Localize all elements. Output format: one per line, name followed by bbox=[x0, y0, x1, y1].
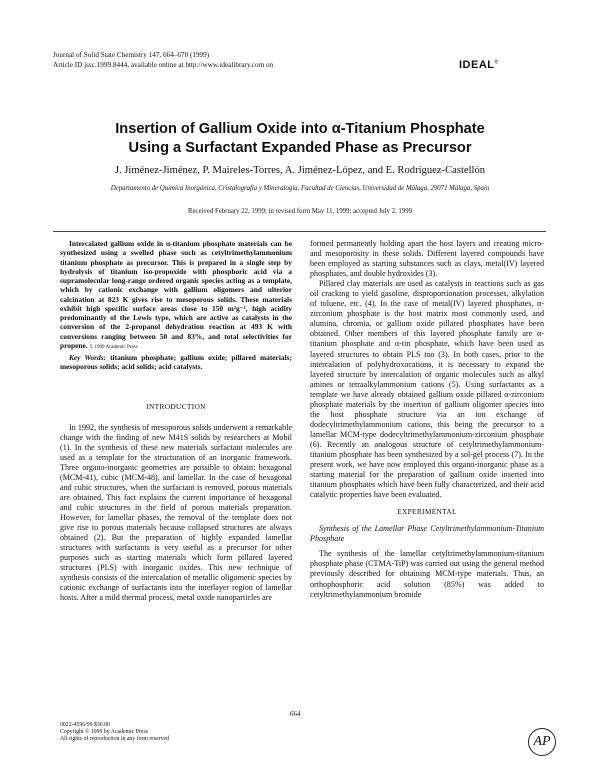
copyright-footer bbox=[60, 722, 169, 744]
author-list: J. Jiménez-Jiménez, P. Maireles-Torres, A. Jiménez-López, and E. Rodríguez-Castellón bbox=[114, 165, 486, 176]
journal-citation: Journal of Solid State Chemistry 147, 664–670 (1999) bbox=[53, 51, 210, 59]
page-number: 664 bbox=[290, 710, 301, 718]
keywords bbox=[60, 353, 292, 372]
title-line-2: Using a Surfactant Expanded Phase as Precursor bbox=[128, 140, 472, 156]
copyright-line: Copyright © 1999 by Academic Press bbox=[60, 729, 148, 736]
affiliation: Departamento de Química Inorgánica, Cristalografía y Mineralogía, Facultad de Ciencias, Universidad de Málaga, 29071 Málaga, Spain bbox=[110, 185, 490, 192]
article-id: Article ID jssc.1999.8444, available online at http://www.idealibrary.com on bbox=[53, 60, 274, 69]
intro-paragraph-1-continued: formed permanently holding apart the host layers and creating micro- and mesoporosity in these solids. Different layered compounds have been employed as starting substances such as clays, metal(IV) layered phosphates, and double hydroxides (3). bbox=[310, 239, 544, 279]
rights-line: All rights of reproduction in any form reserved bbox=[60, 736, 169, 743]
issn-price: 0022-4596/99 $30.00 bbox=[60, 722, 110, 728]
experimental-paragraph-1: The synthesis of the lamellar cetyltrimethylammonium-titanium phosphate phase (CTMA-TiP) was carried out using the general method previously described for obtaining MCM-type materials. Thus, an orthophosphoric acid solution (85%) was added to cetyltrimethylammonium bromide bbox=[310, 549, 544, 599]
keywords-label: Key Words: bbox=[69, 353, 107, 362]
synthesis-subheading: Synthesis of the Lamellar Phase Cetyltrimethylammonium-Titanium Phosphate bbox=[310, 524, 544, 544]
introduction-heading: INTRODUCTION bbox=[146, 401, 206, 411]
abstract bbox=[60, 239, 292, 352]
header-divider bbox=[53, 231, 546, 232]
title-line-1: Insertion of Gallium Oxide into α-Titanium Phosphate bbox=[115, 121, 485, 137]
ideal-logo-registered: ® bbox=[494, 59, 499, 66]
intro-paragraph-1: In 1992, the synthesis of mesoporous solids underwent a remarkable change with the finding of new M41S solids by researchers at Mobil (1). In the synthesis of these new materials surfactant molecules are used as a template for the structuration of an inorganic framework. Three organo-inorganic geometries are possible to obtain: hexagonal (MCM-41), cubic (MCM-48), and lamellar. In the case of hexagonal and cubic structures, when the surfactant is removed, porous materials are obtained. This fact explains the current importance of hexagonal and cubic structures in the field of porous materials preparation. However, for lamellar phases, the removal of the template does not give rise to porous materials because collapsed structures are always obtained (2). But the preparation of highly expanded lamellar structures with surfactants is very useful as a precursor for other purposes such as starting materials which form pillared layered structures (PLS) with inorganic oxides. This new technique of synthesis consists of the intercalation of metallic oligomeric species by cationic exchange of surfactants into the interlayer region of lamellar hosts. After a mild thermal process, metal oxide nanoparticles are bbox=[60, 422, 292, 603]
ideal-logo-text: IDEAL bbox=[459, 59, 495, 71]
left-column bbox=[60, 239, 292, 603]
ideal-logo[interactable] bbox=[459, 59, 499, 71]
experimental-heading: EXPERIMENTAL bbox=[397, 507, 457, 517]
intro-paragraph-2: Pillared clay materials are used as catalysts in reactions such as gas oil cracking to yield gasoline, disproportionation processes, alkylation of toluene, etc. (4). In the case of metal(IV) layered phosphates, α-zirconium phosphate is the host matrix most commonly used, and alumina, chromia, or gallium oxide pillared phosphates have been obtained. Other members of this layered phosphate family are α-titanium phosphate and α-tin phosphate, which have been used as layered structures to obtain PLS too (3). In both cases, prior to the intercalation of polyhydroxocations, it is necessary to expand the layered structure by intercalation of organic molecules such as alkyl amines or tetraalkylammonium cations (5). Using surfactants as a template we have already obtained gallium oxide pillared α-zirconium phosphate materials by the insertion of gallium oligomer species into the host phosphate structure via an ion exchange of dodecyltrimethylammonium cations, this being the precursor to a lamellar MCM-type dodecyltrimethylammonium-zirconium phosphate (6). Recently an analogous structure of cetyltrimethylammonium-titanium phosphate has been synthesized by a sol-gel process (7). In the present work, we have now employed this organo-inorganic phase as a starting material for the preparation of gallium oxide inserted into titanium phosphates which have been fully characterized, and their acid catalytic properties have been evaluated. bbox=[310, 279, 544, 500]
keywords-value: titanium phosphate; gallium oxide; pillared materials; mesoporous solids; acid solids; acid catalysts. bbox=[60, 353, 292, 372]
received-dates: Received February 22, 1999; in revised form May 11, 1999; accepted July 2, 1999 bbox=[188, 208, 412, 215]
academic-press-logo: AP bbox=[528, 728, 556, 756]
abstract-text: Intercalated gallium oxide in α-titanium phosphate materials can be synthesized using a swelled phase such as cetyltrimethylammonium titanium phosphate as precursor. This is prepared in a single step by hydrolysis of titanium iso-propoxide with phosphoric acid via a supramolecular long-range ordered organic species acting as a template, which by cationic exchange with gallium oligomers and ulterior calcination at 823 K gives rise to mesoporous solids. These materials exhibit high specific surface areas close to 150 m²g⁻¹, high acidity predominantly of the Lewis type, which are active as catalysts in the conversion of the 2-propanol dehydration reaction at 493 K with conversions ranging between 50 and 83%, and total selectivities for propene. bbox=[60, 239, 292, 350]
abstract-copyright: © 1999 Academic Press bbox=[89, 344, 138, 350]
right-column bbox=[310, 239, 544, 600]
article-title bbox=[60, 120, 540, 158]
